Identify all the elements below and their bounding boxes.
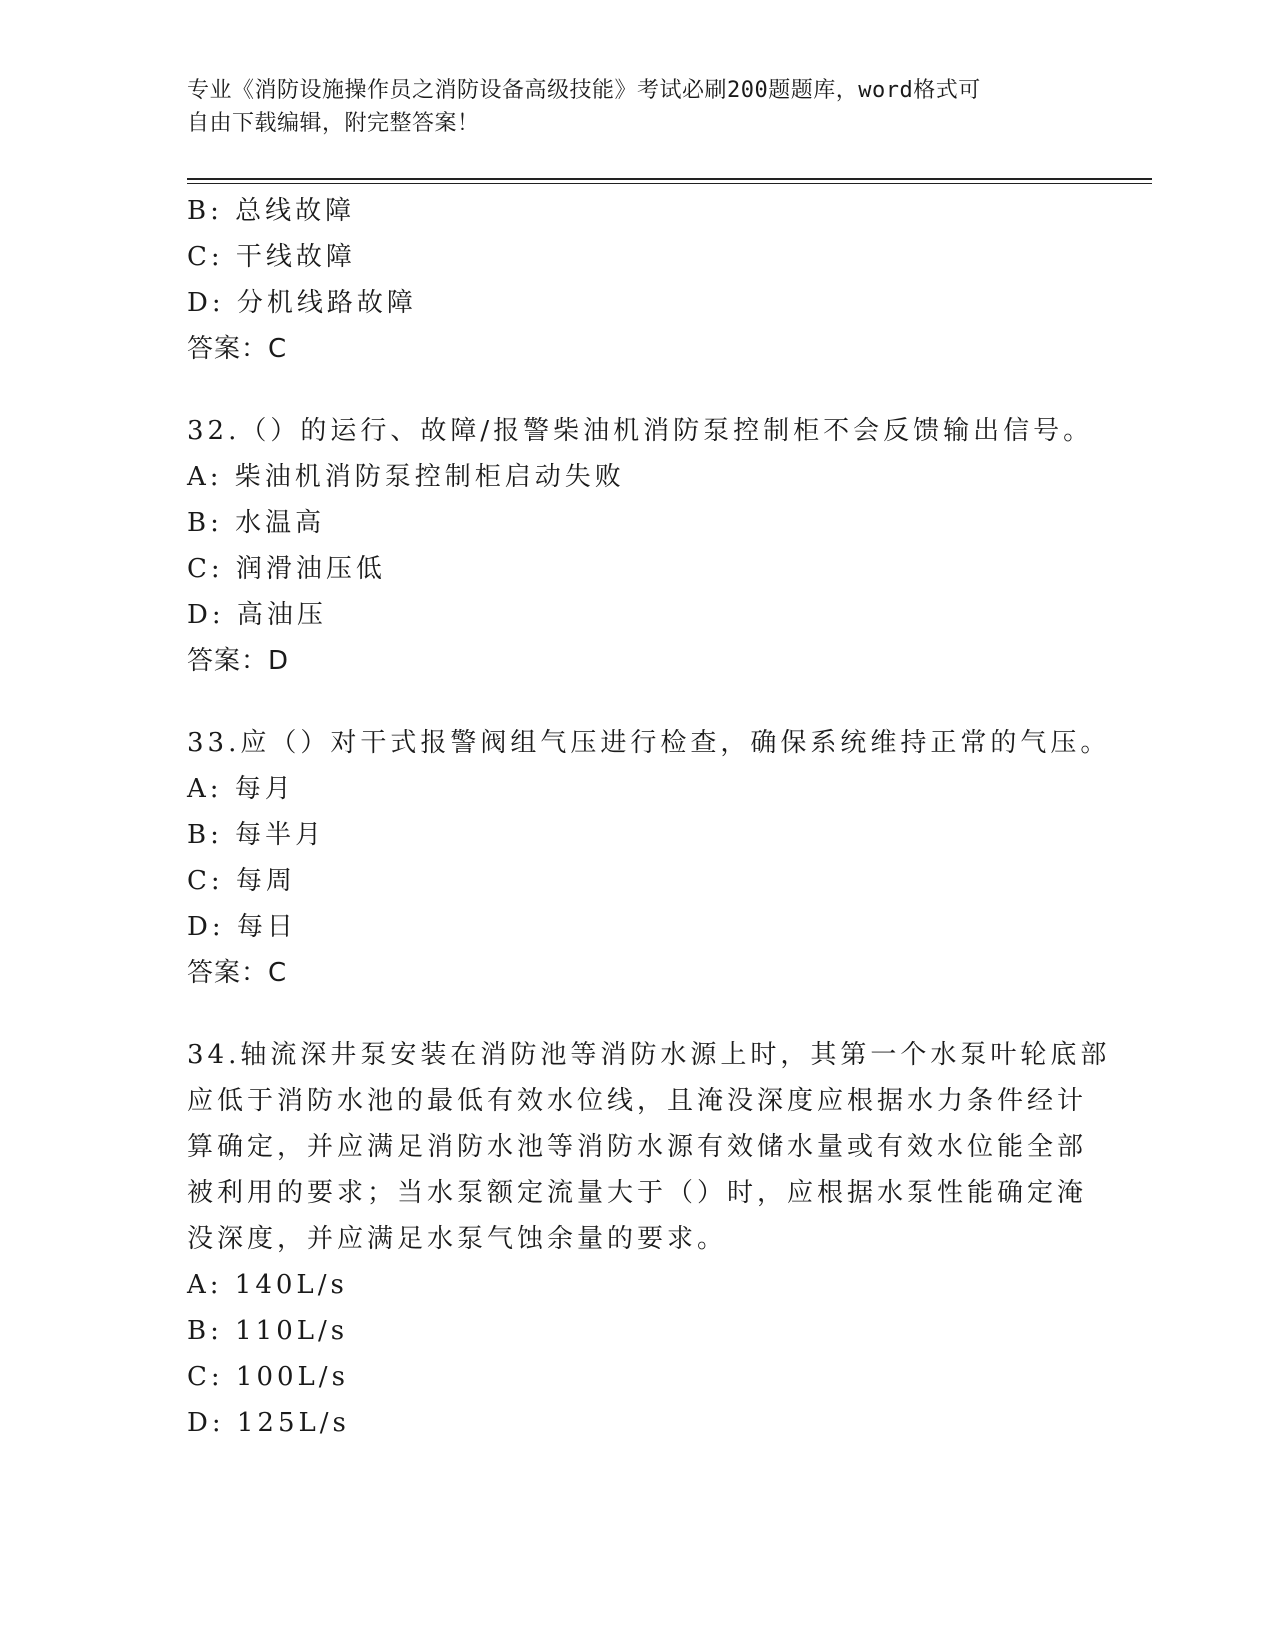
option-b: B: 总线故障 [187,196,356,226]
option-a: A: 140L/s [187,1270,348,1300]
question-text-line: 被利用的要求；当水泵额定流量大于（）时，应根据水泵性能确定淹 [187,1178,1088,1208]
header-divider [187,178,1152,180]
question-list [187,188,1111,1446]
document-header [187,74,1067,140]
question-33 [187,720,1111,996]
option-d: D: 分机线路故障 [187,288,417,318]
option-d: D: 每日 [187,912,297,942]
question-text: 32.（）的运行、故障/报警柴油机消防泵控制柜不会反馈输出信号。 [187,416,1094,446]
answer: 答案：C [187,334,288,364]
header-divider-thin [187,183,1152,184]
question-34 [187,1032,1111,1446]
option-a: A: 柴油机消防泵控制柜启动失败 [187,462,625,492]
option-d: D: 125L/s [187,1408,350,1438]
header-line-1: 专业《消防设施操作员之消防设备高级技能》考试必刷200题题库，word格式可 [187,78,981,103]
option-c: C: 100L/s [187,1362,349,1392]
question-32 [187,408,1094,684]
question-text-line: 算确定，并应满足消防水池等消防水源有效储水量或有效水位能全部 [187,1132,1088,1162]
option-d: D: 高油压 [187,600,327,630]
header-line-2: 自由下载编辑，附完整答案！ [187,111,480,136]
option-a: A: 每月 [187,774,295,804]
option-c: C: 润滑油压低 [187,554,386,584]
option-b: B: 每半月 [187,820,326,850]
option-c: C: 每周 [187,866,296,896]
question-text-line: 应低于消防水池的最低有效水位线，且淹没深度应根据水力条件经计 [187,1086,1088,1116]
question-text: 33.应（）对干式报警阀组气压进行检查，确保系统维持正常的气压。 [187,728,1111,758]
question-text-line: 34.轴流深井泵安装在消防池等消防水源上时，其第一个水泵叶轮底部 [187,1040,1111,1070]
question-text-line: 没深度，并应满足水泵气蚀余量的要求。 [187,1224,728,1254]
option-b: B: 水温高 [187,508,326,538]
option-b: B: 110L/s [187,1316,349,1346]
answer: 答案：C [187,958,288,988]
answer: 答案：D [187,646,290,676]
question-31 [187,188,1087,372]
option-c: C: 干线故障 [187,242,356,272]
